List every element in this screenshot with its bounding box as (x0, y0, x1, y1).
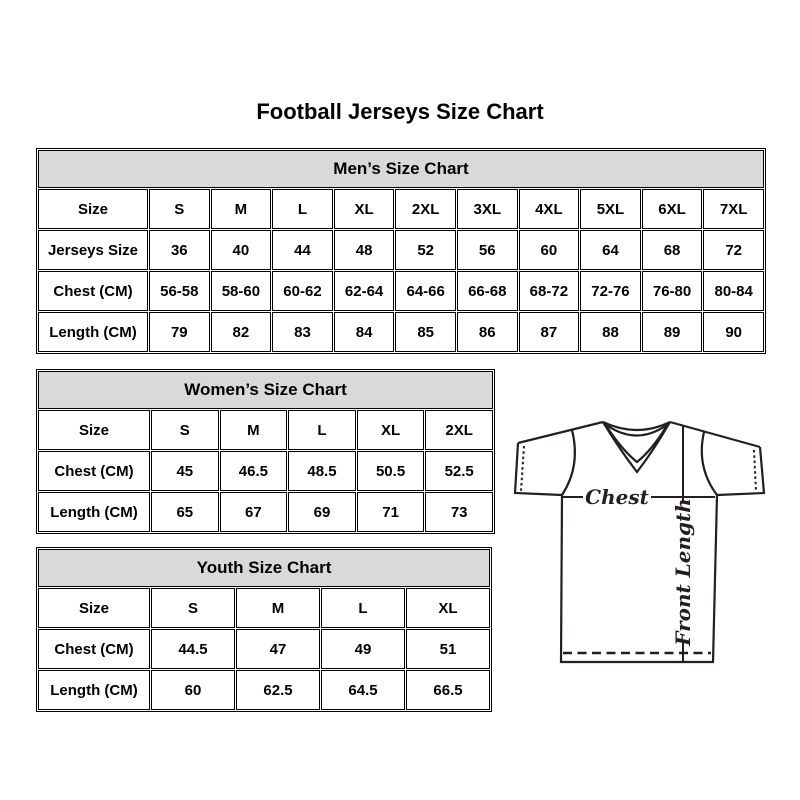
value-cell: 80-84 (703, 271, 764, 311)
row-label-cell: Jerseys Size (38, 230, 148, 270)
value-cell: 7XL (703, 189, 764, 229)
jersey-outline (518, 422, 603, 443)
value-cell: M (211, 189, 272, 229)
jersey-measurement-diagram (505, 408, 773, 672)
value-cell: 86 (457, 312, 518, 352)
table-row (38, 588, 490, 628)
value-cell: 36 (149, 230, 210, 270)
value-cell: 60-62 (272, 271, 333, 311)
value-cell: 62.5 (236, 670, 320, 710)
value-cell: 82 (211, 312, 272, 352)
value-cell: 52 (395, 230, 456, 270)
value-cell: L (272, 189, 333, 229)
value-cell: 68 (642, 230, 703, 270)
value-cell: 48 (334, 230, 395, 270)
row-label-cell: Chest (CM) (38, 629, 150, 669)
value-cell: 3XL (457, 189, 518, 229)
row-label-cell: Size (38, 189, 148, 229)
value-cell: 44.5 (151, 629, 235, 669)
value-cell: 64.5 (321, 670, 405, 710)
row-label-cell: Chest (CM) (38, 271, 148, 311)
table-row (38, 451, 493, 491)
table-row (38, 230, 764, 270)
table-row (38, 189, 764, 229)
row-label-cell: Length (CM) (38, 312, 148, 352)
value-cell: XL (334, 189, 395, 229)
value-cell: M (236, 588, 320, 628)
value-cell: 85 (395, 312, 456, 352)
chest-label: Chest (585, 485, 649, 509)
womens-table-title: Women’s Size Chart (38, 371, 493, 409)
value-cell: 58-60 (211, 271, 272, 311)
value-cell: 66-68 (457, 271, 518, 311)
value-cell: XL (357, 410, 425, 450)
value-cell: 76-80 (642, 271, 703, 311)
table-row (38, 312, 764, 352)
womens-size-table (37, 370, 494, 533)
row-label-cell: Size (38, 588, 150, 628)
value-cell: L (288, 410, 356, 450)
value-cell: 66.5 (406, 670, 490, 710)
value-cell: 60 (151, 670, 235, 710)
value-cell: S (151, 410, 219, 450)
value-cell: 73 (425, 492, 493, 532)
value-cell: 72 (703, 230, 764, 270)
value-cell: 84 (334, 312, 395, 352)
row-label-cell: Size (38, 410, 150, 450)
value-cell: 64 (580, 230, 641, 270)
table-row (38, 629, 490, 669)
front-length-label: Front Length (671, 498, 695, 646)
value-cell: 71 (357, 492, 425, 532)
value-cell: 89 (642, 312, 703, 352)
value-cell: 88 (580, 312, 641, 352)
value-cell: 6XL (642, 189, 703, 229)
value-cell: 51 (406, 629, 490, 669)
mens-size-table (37, 149, 765, 353)
row-label-cell: Length (CM) (38, 492, 150, 532)
value-cell: 56-58 (149, 271, 210, 311)
value-cell: 87 (519, 312, 580, 352)
table-row (38, 410, 493, 450)
table-header-row (38, 549, 490, 587)
youth-table-title: Youth Size Chart (38, 549, 490, 587)
value-cell: 48.5 (288, 451, 356, 491)
mens-size-chart (36, 148, 766, 354)
table-row (38, 492, 493, 532)
row-label-cell: Length (CM) (38, 670, 150, 710)
value-cell: 69 (288, 492, 356, 532)
page-title: Football Jerseys Size Chart (256, 99, 544, 124)
value-cell: 65 (151, 492, 219, 532)
youth-size-table (37, 548, 491, 711)
value-cell: 5XL (580, 189, 641, 229)
value-cell: S (149, 189, 210, 229)
value-cell: 83 (272, 312, 333, 352)
table-row (38, 670, 490, 710)
mens-table-title: Men’s Size Chart (38, 150, 764, 188)
right-cuff-seam (754, 450, 756, 491)
value-cell: 47 (236, 629, 320, 669)
value-cell: 52.5 (425, 451, 493, 491)
table-header-row (38, 371, 493, 409)
value-cell: 50.5 (357, 451, 425, 491)
value-cell: 90 (703, 312, 764, 352)
value-cell: 2XL (395, 189, 456, 229)
value-cell: 44 (272, 230, 333, 270)
value-cell: 62-64 (334, 271, 395, 311)
value-cell: 60 (519, 230, 580, 270)
value-cell: 2XL (425, 410, 493, 450)
value-cell: S (151, 588, 235, 628)
value-cell: XL (406, 588, 490, 628)
womens-size-chart (36, 369, 495, 534)
value-cell: 49 (321, 629, 405, 669)
table-header-row (38, 150, 764, 188)
value-cell: M (220, 410, 288, 450)
value-cell: 72-76 (580, 271, 641, 311)
youth-size-chart (36, 547, 492, 712)
value-cell: 56 (457, 230, 518, 270)
value-cell: 68-72 (519, 271, 580, 311)
value-cell: 4XL (519, 189, 580, 229)
value-cell: 67 (220, 492, 288, 532)
value-cell: 79 (149, 312, 210, 352)
value-cell: 40 (211, 230, 272, 270)
value-cell: 45 (151, 451, 219, 491)
value-cell: 64-66 (395, 271, 456, 311)
row-label-cell: Chest (CM) (38, 451, 150, 491)
value-cell: 46.5 (220, 451, 288, 491)
table-row (38, 271, 764, 311)
value-cell: L (321, 588, 405, 628)
left-cuff-seam (521, 446, 524, 491)
